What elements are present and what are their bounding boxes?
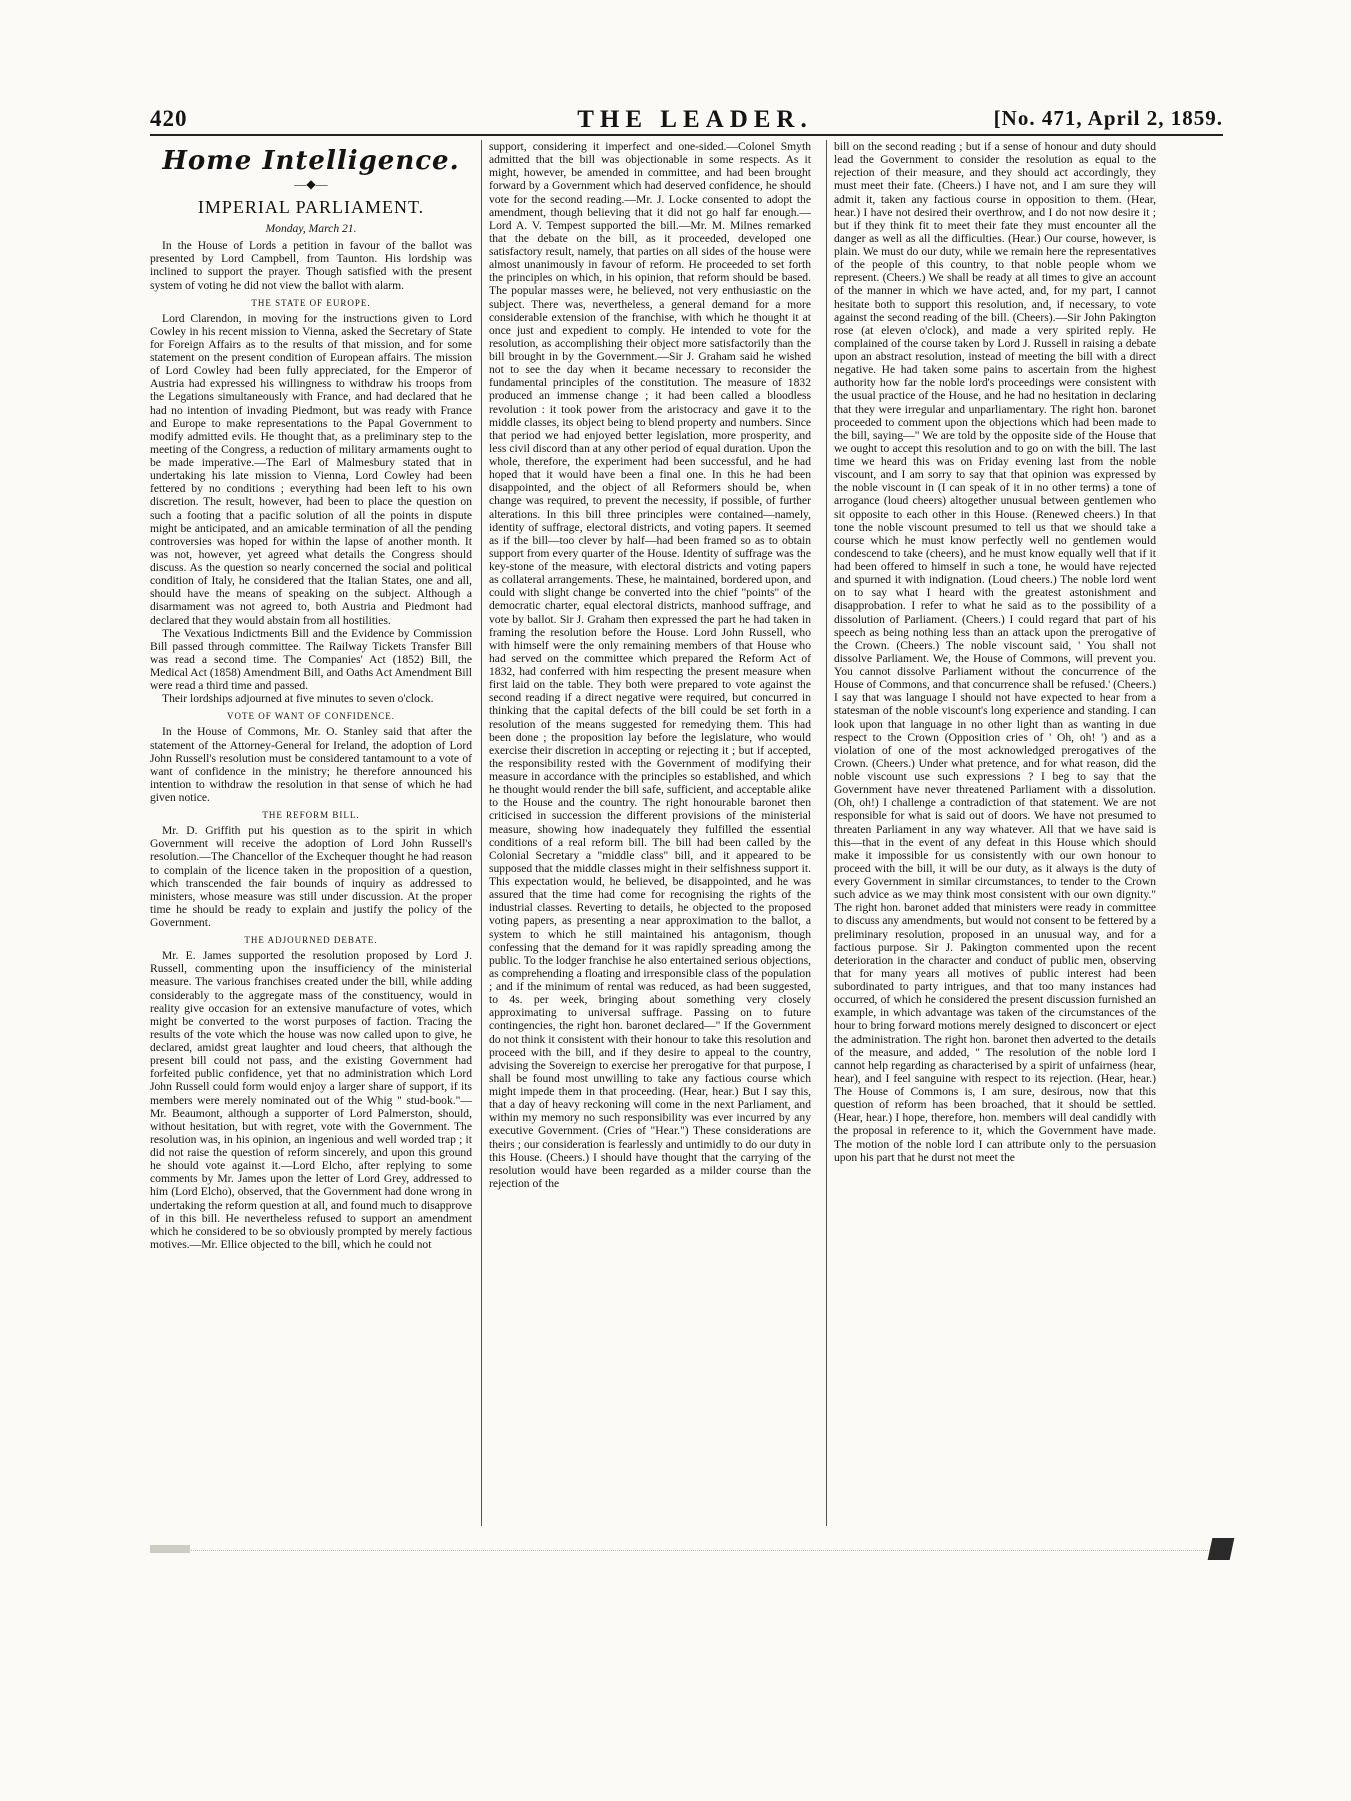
header-rule <box>150 134 1223 136</box>
paragraph: support, considering it imperfect and one-sided.—Colonel Smyth admitted that the bill was objectionable in some respects. As it might, however, be amended in committee, and had been brought forward by a Government which had deserved confidence, he should vote for the second reading.—Mr. J. Locke consented to adopt the amendment, though believing that it did not go half far enough.—Lord A. V. Tempest supported the bill.—Mr. M. Milnes remarked that the debate on the bill, as it proceeded, developed one satisfactory result, namely, that parties on all sides of the house were almost unanimously in favour of reform. He proceeded to set forth the principles on which, in his opinion, that reform should be based. The popular masses were, he believed, not very enthusiastic on the subject. There was, nevertheless, a general demand for a more considerable extension of the franchise, with which he thought it at once just and expedient to comply. He intended to vote for the resolution, as accomplishing their object more satisfactorily than the bill brought in by the Government.—Sir J. Graham said he wished not to see the day when it became necessary to reconsider the fundamental principles of the constitution. The measure of 1832 produced an immense change ; it had been called a bloodless revolution : it took power from the aristocracy and gave it to the middle classes, its object being to blend property and numbers. Since that period we had enjoyed better legislation, more prosperity, and less civil discord than at any other period of equal duration. Upon the whole, therefore, the experiment had been successful, and he had hoped that it would have been a final one. In this he had been disappointed, and the object of all Reformers should be, when change was required, to prevent the necessity, if possible, of further alterations. In this bill three principles were contained—namely, identity of suffrage, electoral districts, and voting papers. It seemed as if the bill—too clever by half—had been framed so as to obtain support from every quarter of the House. Identity of suffrage was the key-stone of the measure, with electoral districts and voting papers as collateral arrangements. These, he maintained, bordered upon, and could with slight change be converted into the chief "points" of the democratic charter, equal electoral districts, manhood suffrage, and vote by ballot. Sir J. Graham then expressed the part he had taken in framing the resolution before the House. Lord John Russell, who with himself were the only remaining members of that House who had served on the committee which prepared the Reform Act of 1832, had conferred with him respecting the present measure when first laid on the table. They both were prepared to vote against the second reading if a direct negative were required, but concurred in thinking that the capital defects of the bill could be set forth in a resolution of the means suggested for remedying them. This had been done ; the proposition lay before the legislature, who would exercise their discretion in accepting or rejecting it ; but if accepted, the responsibility rested with the Government of modifying their measure in accordance with the principles so established, and which he thought would render the bill safe, sufficient, and acceptable alike to the House and the country. The right honourable baronet then criticised in succession the different provisions of the ministerial measure, showing how inadequately they fulfilled the essential conditions of a real reform bill. The bill had been called by the Colonial Secretary a "middle class" bill, and it appeared to be supposed that the middle classes might in their selfishness support it. This expectation would, he believed, be disappointed, and he was assured that the time had come for recognising the rights of the industrial classes. Reverting to details, he objected to the proposed voting papers, as presenting a near approximation to the ballot, a system to which he still maintained his antagonism, though confessing that the demand for it was rapidly spreading among the public. To the lodger franchise he also entertained serious objections, as comprehending a floating and irresponsible class of the population ; and if the minimum of rental was reduced, as had been suggested, to 4s. per week, bringing about something very closely approximating to universal suffrage. Passing on to future contingencies, the right hon. baronet declared—" If the Government do not think it consistent with their honour to take this resolution and proceed with the bill, and if they desire to appeal to the country, advising the Sovereign to exercise her prerogative for that purpose, I shall be found most unwilling to take any factious course which might impede them in that proceeding. (Hear, hear.) But I say this, that a day of heavy reckoning will come in the next Parliament, and within my memory no such responsibility was ever incurred by any executive Government. (Cries of "Hear.") These considerations are theirs ; our consideration is fearlessly and untimidly to do our duty in this House. (Cheers.) I should have thought that the carrying of the resolution would have been regarded as a milder course than the rejection of the <box>489 140 811 1190</box>
print-corner-mark <box>1208 1538 1235 1560</box>
paragraph: Lord Clarendon, in moving for the instructions given to Lord Cowley in his recent mission to Vienna, asked the Secretary of State for Foreign Affairs as to the results of that mission, and for some statement on the present condition of European affairs. The mission of Lord Cowley had been fully appreciated, for the Emperor of Austria had expressed his willingness to withdraw his troops from the Legations simultaneously with France, and had declared that he had no intention of invading Piedmont, but was ready with France and Europe to make representations to the Papal Government to modify admitted evils. He thought that, as a preliminary step to the meeting of the Congress, a reduction of military armaments ought to be made imperative.—The Earl of Malmesbury stated that in undertaking his late mission to Vienna, Lord Cowley had been fettered by no conditions ; everything had been left to his own discretion. The result, however, had been to place the question on such a footing that a pacific solution of all the points in dispute might be anticipated, and an amicable termination of all the pending controversies was hoped for within the lapse of another month. It was not, however, yet agreed what details the Congress should discuss. As the question so nearly concerned the social and political condition of Italy, he considered that the Italian States, one and all, should have the means of speaking on the subject. Although a disarmament was not agreed to, both Austria and Piedmont had declared that they would abstain from all hostilities. <box>150 311 472 627</box>
column-2 <box>489 140 811 1526</box>
column-divider <box>826 140 827 1526</box>
newspaper-title: THE LEADER. <box>577 106 813 133</box>
paragraph: Mr. E. James supported the resolution proposed by Lord J. Russell, commenting upon the insufficiency of the ministerial measure. The various franchises created under the bill, while adding considerably to the aggregate mass of the constituency, would in reality give occasion for an extensive manufacture of votes, which might be converted to the worst purposes of faction. Tracing the results of the vote which the house was now called upon to give, he declared, amidst great laughter and loud cheers, that although the present bill could not pass, and the existing Government had forfeited public confidence, yet that no administration which Lord John Russell could form would enjoy a larger share of support, if its members were merely nominated out of the Whig " stud-book."—Mr. Beaumont, although a supporter of Lord Palmerston, should, without hesitation, but with regret, vote with the Government. The resolution was, in his opinion, an ingenious and well worded trap ; it did not raise the question of reform sincerely, and upon this ground he should vote against it.—Lord Elcho, after replying to some comments by Mr. James upon the letter of Lord Grey, addressed to him (Lord Elcho), observed, that the Government had done wrong in undertaking the reform question at all, and found much to disapprove of in this bill. He nevertheless refused to support an amendment which he considered to be so obviously prompted by merely factious motives.—Mr. Ellice objected to the bill, which he could not <box>150 949 472 1251</box>
paragraph: Their lordships adjourned at five minutes to seven o'clock. <box>162 692 434 706</box>
issue-date: [No. 471, April 2, 1859. <box>993 106 1223 130</box>
paragraph: bill on the second reading ; but if a sense of honour and duty should lead the Government to consider the resolution as equal to the rejection of their measure, and they should act accordingly, they must meet their fate. (Cheers.) I have not, and I am sure they will admit it, taken any factious course in opposition to them. (Hear, hear.) I have not desired their overthrow, and I do not now desire it ; but if they think fit to meet their fate they must encounter all the danger as well as all the difficulties. (Hear.) Our course, however, is plain. We must do our duty, while we remain here the representatives of the people of this country, to that noble people whom we represent. (Cheers.) We shall be ready at all times to give an account of the manner in which we have acted, and, for my part, I cannot hesitate both to support this resolution, and, if necessary, to vote against the second reading of the bill. (Cheers).—Sir John Pakington rose (at eleven o'clock), and made a very spirited reply. He complained of the course taken by Lord J. Russell in raising a debate upon an abstract resolution, instead of meeting the bill with a direct negative. He had taken some pains to ascertain from the highest authority how far the noble lord's proceedings were consistent with the usual practice of the House, and he had no hesitation in declaring that they were irregular and unparliamentary. The right hon. baronet proceeded to comment upon the objections which had been made to the bill, saying—" We are told by the opposite side of the House that we ought to accept this resolution and to go on with the bill. The last time we heard this was on Friday evening last from the noble viscount, and I am sorry to say that that opinion was expressed by the noble viscount in (I can speak of it in no other terms) a tone of arrogance (loud cheers) altogether unusual between gentlemen who sit opposite to each other in this House. (Renewed cheers.) In that tone the noble viscount presumed to tell us that we should take a course which he must know perfectly well no gentlemen would condescend to take (cheers), and he must know equally well that if it had been offered to himself in such a tone, he would have rejected and spurned it with indignation. (Loud cheers.) The noble lord went on to say what I heard with the greatest astonishment and disapprobation. I refer to what he said as to the possibility of a dissolution of Parliament. (Cheers.) I could regard that part of his speech as being nothing less than an attack upon the prerogative of the Crown. (Cheers.) The noble viscount said, ' You shall not dissolve Parliament. We, the House of Commons, will prevent you. You cannot dissolve Parliament without the concurrence of the House of Commons, and that concurrence shall be refused.' (Cheers.) I say that was language I should not have expected to hear from a statesman of the noble viscount's long experience and standing. I can look upon that language in no other light than as wanting in due respect to the Crown (Opposition cries of ' Oh, oh! ') and as a violation of one of the most acknowledged prerogatives of the Crown. (Cheers.) Under what pretence, and for what reason, did the noble viscount use such expressions ? I beg to say that the Government have never threatened Parliament with a dissolution. (Oh, oh!) I challenge a contradiction of that statement. We are not responsible for what is said out of doors. We have not presumed to threaten Parliament in any way whatever. All that we have said is this—that in the event of any defeat in this House which should make it impossible for us consistently with our own honour to proceed with the bill, it will be our duty, as it always is the duty of every Government in similar circumstances, to tender to the Crown such advice as we may think most consistent with our own dignity." The right hon. baronet added that ministers were ready in committee to discuss any amendments, but would not consent to be fettered by a preliminary resolution, proposed in an unusual way, and for a factious purpose. Sir J. Pakington commented upon the recent deterioration in the character and conduct of public men, observing that for many years all motives of public interest had been subordinated to party intrigues, and that too many instances had occurred, of which he considered the present discussion furnished an example, in which advantage was taken of the circumstances of the hour to bring forward motions merely designed to disconcert or eject the administration. The right hon. baronet then adverted to the details of the measure, and added, " The resolution of the noble lord I cannot help regarding as characterised by a spirit of unfairness (hear, hear), and I feel sanguine with respect to its rejection. (Hear, hear.) The House of Commons is, I am sure, desirous, now that this question of reform has been broached, that it should be settled. (Hear, hear.) I hope, therefore, hon. members will deal candidly with the proposal in reference to it, which the Government have made. The motion of the noble lord I can attribute only to the persuasion upon his part that he durst not meet the <box>834 140 1156 1164</box>
paragraph: Mr. D. Griffith put his question as to the spirit in which Government will receive the adoption of Lord John Russell's resolution.—The Chancellor of the Exchequer thought he had reason to complain of the licence taken in the proposition of a question, which transcended the fair bounds of inquiry as addressed to ministers, whose measure was still under discussion. At the proper time he should be ready to explain and justify the policy of the Government. <box>150 824 472 929</box>
paragraph: The Vexatious Indictments Bill and the Evidence by Commission Bill passed through committee. The Railway Tickets Transfer Bill was read a second time. The Companies' Act (1852) Bill, the Medical Act (1858) Amendment Bill, and Oaths Act Amendment Bill were read a third time and passed. <box>150 626 472 693</box>
article-heading: IMPERIAL PARLIAMENT. <box>197 197 425 217</box>
subhead: THE ADJOURNED DEBATE. <box>244 935 378 946</box>
page-bottom-edge <box>150 1550 1210 1551</box>
ornament-divider: —◆— <box>294 177 328 191</box>
paragraph: In the House of Commons, Mr. O. Stanley said that after the statement of the Attorney-General for Ireland, the adoption of Lord John Russell's resolution must be considered tantamount to a vote of want of confidence in the ministry; he therefore announced his intention to withdraw the resolution in that sense of which he had given notice. <box>150 725 472 804</box>
subhead: THE REFORM BILL. <box>262 810 360 821</box>
column-1 <box>150 140 472 1526</box>
subhead: VOTE OF WANT OF CONFIDENCE. <box>227 711 395 722</box>
paragraph: In the House of Lords a petition in favour of the ballot was presented by Lord Campbell, from Taunton. His lordship was inclined to support the prayer. Though satisfied with the present system of voting he did not view the ballot with alarm. <box>150 239 472 292</box>
column-3 <box>834 140 1156 1526</box>
page-number: 420 <box>150 106 188 131</box>
column-divider <box>481 140 482 1526</box>
subhead: THE STATE OF EUROPE. <box>251 297 371 308</box>
print-smudge <box>150 1545 190 1553</box>
section-title: Home Intelligence. <box>162 146 460 176</box>
dateline: Monday, March 21. <box>265 222 357 235</box>
masthead <box>150 106 1223 134</box>
